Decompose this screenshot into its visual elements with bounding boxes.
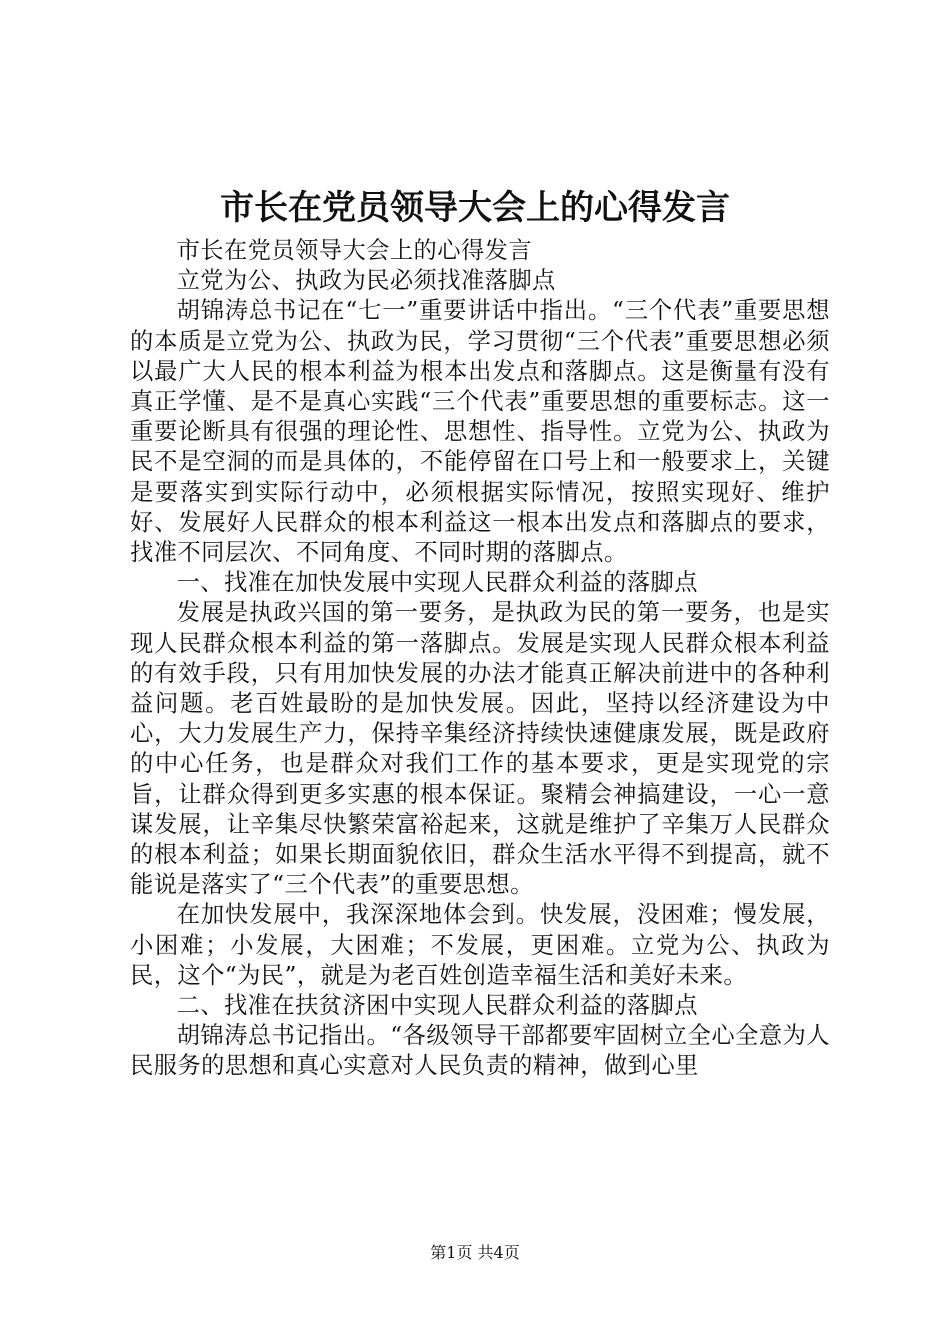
section-heading: 二、找准在扶贫济困中实现人民群众利益的落脚点 xyxy=(176,992,698,1020)
document-body xyxy=(130,236,830,1082)
paragraph: 市长在党员领导大会上的心得发言 xyxy=(176,237,533,264)
document-title: 市长在党员领导大会上的心得发言 xyxy=(220,188,730,228)
paragraph: 发展是执政兴国的第一要务，是执政为民的第一要务，也是实现人民群众根本利益的第一落脚点。发展是实现人民群众根本利益的有效手段，只有用加快发展的办法才能真正解决前进中的各种利益问题。老百姓最盼的是加快发展。因此，坚持以经济建设为中心，大力发展生产力，保持辛集经济持续快速健康发展，既是政府的中心任务，也是群众对我们工作的基本要求，更是实现党的宗旨，让群众得到更多实惠的根本保证。聚精会神搞建设，一心一意谋发展，让辛集尽快繁荣富裕起来，这就是维护了辛集万人民群众的根本利益；如果长期面貌依旧，群众生活水平得不到提高，就不能说是落实了“三个代表”的重要思想。 xyxy=(130,599,830,899)
section-heading: 一、找准在加快发展中实现人民群众利益的落脚点 xyxy=(176,569,698,597)
paragraph: 在加快发展中，我深深地体会到。快发展，没困难；慢发展，小困难；小发展，大困难；不发展，更困难。立党为公、执政为民，这个“为民”，就是为老百姓创造幸福生活和美好未来。 xyxy=(130,901,830,989)
paragraph: 胡锦涛总书记指出。“各级领导干部都要牢固树立全心全意为人民服务的思想和真心实意对人民负责的精神，做到心里 xyxy=(130,1022,830,1080)
page-number-footer: 第1页 共4页 xyxy=(430,1243,520,1262)
paragraph: 立党为公、执政为民必须找准落脚点 xyxy=(176,267,556,295)
paragraph: 胡锦涛总书记在“七一”重要讲话中指出。“三个代表”重要思想的本质是立党为公、执政为民，学习贯彻“三个代表”重要思想必须以最广大人民的根本利益为根本出发点和落脚点。这是衡量有没有真正学懂、是不是真心实践“三个代表”重要思想的重要标志。这一重要论断具有很强的理论性、思想性、指导性。立党为公、执政为民不是空洞的而是具体的，不能停留在口号上和一般要求上，关键是要落实到实际行动中，必须根据实际情况，按照实现好、维护好、发展好人民群众的根本利益这一根本出发点和落脚点的要求，找准不同层次、不同角度、不同时期的落脚点。 xyxy=(130,297,830,567)
